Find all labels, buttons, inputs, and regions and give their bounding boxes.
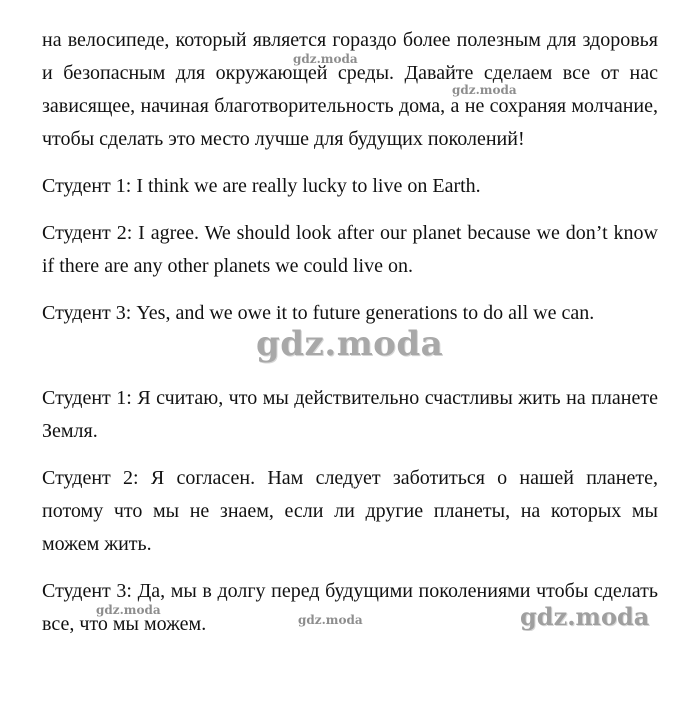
watermark-bottom-left: gdz.moda xyxy=(96,603,161,617)
paragraph-student-2-en: Студент 2: I agree. We should look after our planet because we don’t know if there are any other planets we could live on. xyxy=(42,222,658,277)
paragraph-intro: на велосипеде, который является гораздо более полезным для здоровья и безопасным для окружающей среды. Давайте сделаем все от нас зависящее, начиная благотворительность дома, а не сохраняя молчание, чтобы сделать это место лучше для будущих поколений! xyxy=(42,29,658,150)
watermark-bottom-right: gdz.moda xyxy=(520,602,650,631)
watermark-top-right: gdz.moda xyxy=(452,83,517,97)
paragraph-student-1-ru: Студент 1: Я считаю, что мы действительно счастливы жить на планете Земля. xyxy=(42,387,658,442)
paragraph-student-3-en: Студент 3: Yes, and we owe it to future generations to do all we can. xyxy=(42,302,595,324)
document-page xyxy=(42,24,658,655)
paragraph-student-1-en: Студент 1: I think we are really lucky to live on Earth. xyxy=(42,175,481,197)
watermark-center: gdz.moda xyxy=(256,324,444,364)
watermark-bottom-mid: gdz.moda xyxy=(298,613,363,627)
paragraph-student-3-ru: Студент 3: Да, мы в долгу перед будущими поколениями чтобы сделать все, что мы можем. xyxy=(42,580,658,635)
watermark-top: gdz.moda xyxy=(293,52,358,66)
paragraph-student-2-ru: Студент 2: Я согласен. Нам следует заботиться о нашей планете, потому что мы не знаем, если ли другие планеты, на которых мы можем жить. xyxy=(42,467,658,555)
